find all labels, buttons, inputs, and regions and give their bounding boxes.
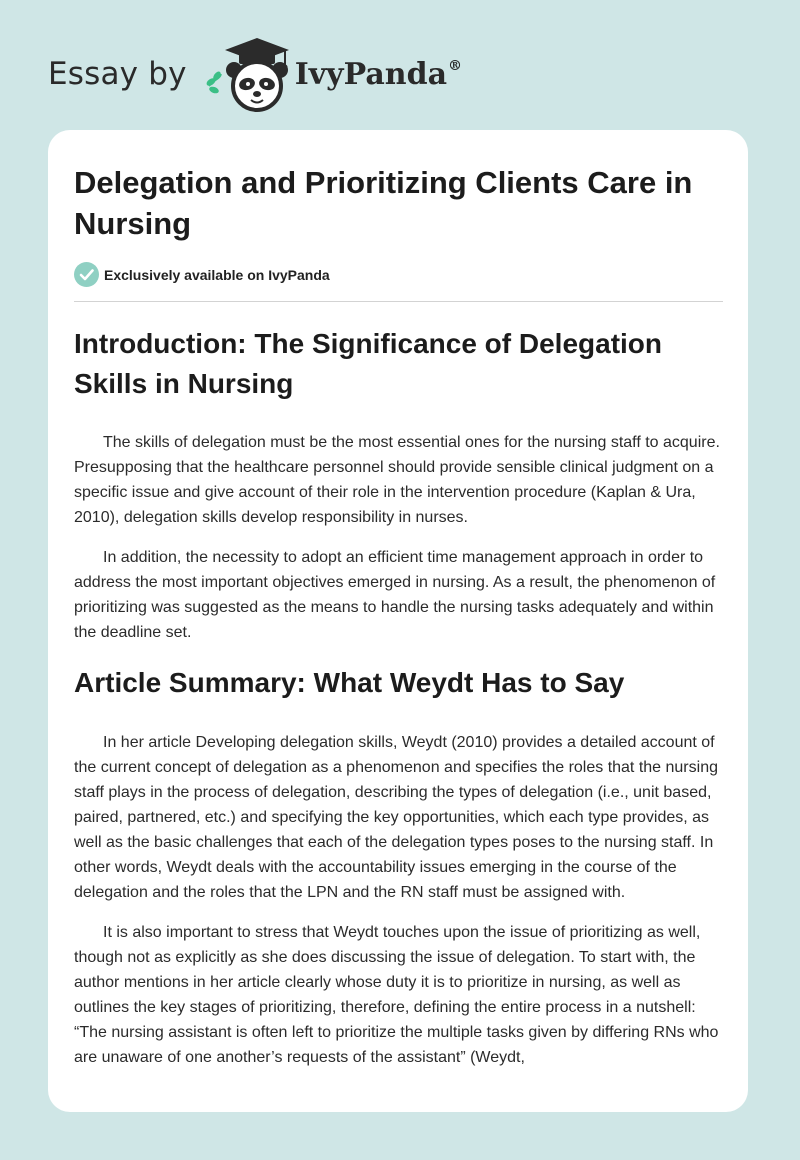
exclusive-badge xyxy=(74,262,723,287)
panda-graduate-icon[interactable] xyxy=(201,34,293,114)
registered-mark: ® xyxy=(448,57,463,74)
essay-by-label: Essay by xyxy=(48,56,187,92)
essay-title: Delegation and Prioritizing Clients Care in Nursing xyxy=(74,165,693,241)
exclusive-badge-text: Exclusively available on IvyPanda xyxy=(104,266,330,283)
paragraph: In addition, the necessity to adopt an efficient time management approach in order to address the most important objectives emerged in nursing. As a result, the phenomenon of prioritizing was suggested as the means to handle the nursing tasks adequately and within the deadline set. xyxy=(74,549,716,641)
title-divider xyxy=(74,301,723,302)
site-header xyxy=(48,34,462,114)
paragraph: In her article Developing delegation skills, Weydt (2010) provides a detailed account of the current concept of delegation as a phenomenon and specifies the roles that the nursing staff plays in the process of delegation, describing the types of delegation (i.e., unit based, paired, partnered, etc.) and specifying the key opportunities, which each type provides, as well as the basic challenges that each of the delegation types poses to the nursing staff. In other words, Weydt deals with the accountability issues emerging in the course of the delegation and the roles that the LPN and the RN staff must be assigned with. xyxy=(74,734,718,901)
check-circle-icon xyxy=(74,262,99,287)
brand-name[interactable] xyxy=(295,57,462,92)
essay-content xyxy=(74,162,723,1070)
section-heading-article-summary: Article Summary: What Weydt Has to Say xyxy=(74,667,625,698)
paragraph: It is also important to stress that Weydt touches upon the issue of prioritizing as well, though not as explicitly as she does discussing the issue of delegation. To start with, the author mentions in her article clearly whose duty it is to prioritize in nursing, as well as outlines the key stages of prioritizing, therefore, defining the entire process in a nutshell: “The nursing assistant is often left to prioritize the multiple tasks given by differing RNs who are unaware of one another’s requests of the assistant” (Weydt, xyxy=(74,924,719,1066)
essay-card xyxy=(48,130,748,1112)
section-heading-introduction: Introduction: The Significance of Delegation Skills in Nursing xyxy=(74,328,663,399)
paragraph: The skills of delegation must be the most essential ones for the nursing staff to acquire. Presupposing that the healthcare personnel should provide sensible clinical judgment on a specific issue and give account of their role in the intervention procedure (Kaplan & Ura, 2010), delegation skills develop responsibility in nurses. xyxy=(74,434,720,526)
brand-name-text[interactable]: IvyPanda xyxy=(294,56,448,92)
